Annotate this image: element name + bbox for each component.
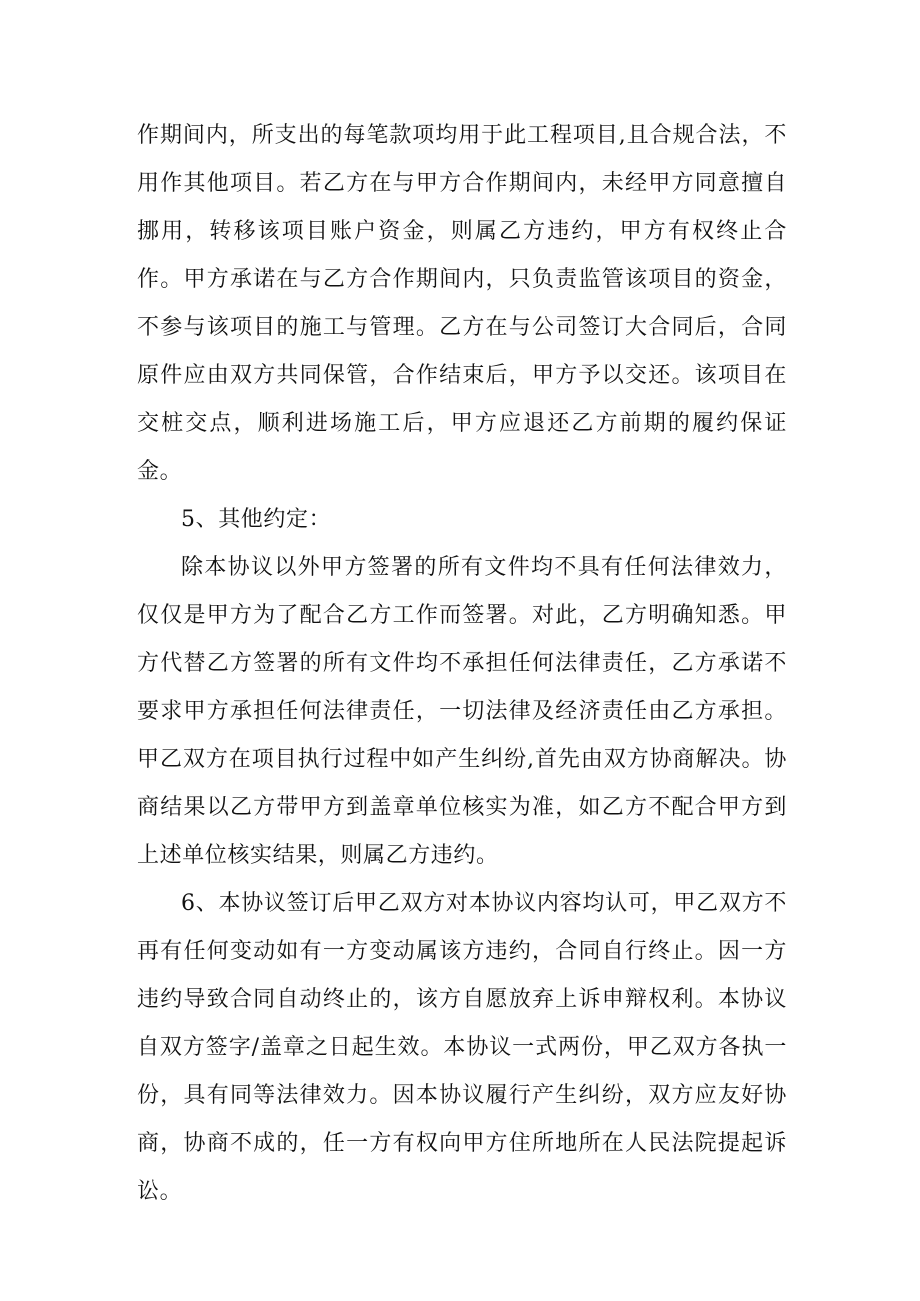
section-heading-other-terms: 5、其他约定：	[181, 507, 332, 532]
document-body	[137, 112, 787, 1216]
paragraph-continuation: 作期间内，所支出的每笔款项均用于此工程项目,且合规合法，不用作其他项目。若乙方在与甲方合作期间内，未经甲方同意擅自挪用，转移该项目账户资金，则属乙方违约，甲方有权终止合作。甲方承诺在与乙方合作期间内，只负责监管该项目的资金，不参与该项目的施工与管理。乙方在与公司签订大合同后，合同原件应由双方共同保管，合作结束后，甲方予以交还。该项目在交桩交点，顺利进场施工后，甲方应退还乙方前期的履约保证金。	[137, 123, 787, 484]
paragraph-other-terms: 除本协议以外甲方签署的所有文件均不具有任何法律效力，仅仅是甲方为了配合乙方工作而签署。对此，乙方明确知悉。甲方代替乙方签署的所有文件均不承担任何法律责任，乙方承诺不要求甲方承担任何法律责任，一切法律及经济责任由乙方承担。甲乙双方在项目执行过程中如产生纠纷,首先由双方协商解决。协商结果以乙方带甲方到盖章单位核实为准，如乙方不配合甲方到上述单位核实结果，则属乙方违约。	[137, 555, 787, 868]
paragraph-clause-6: 6、本协议签订后甲乙双方对本协议内容均认可，甲乙双方不再有任何变动如有一方变动属该方违约，合同自行终止。因一方违约导致合同自动终止的，该方自愿放弃上诉申辩权利。本协议自双方签字/盖章之日起生效。本协议一式两份，甲乙双方各执一份，具有同等法律效力。因本协议履行产生纠纷，双方应友好协商，协商不成的，任一方有权向甲方住所地所在人民法院提起诉讼。	[137, 891, 787, 1204]
